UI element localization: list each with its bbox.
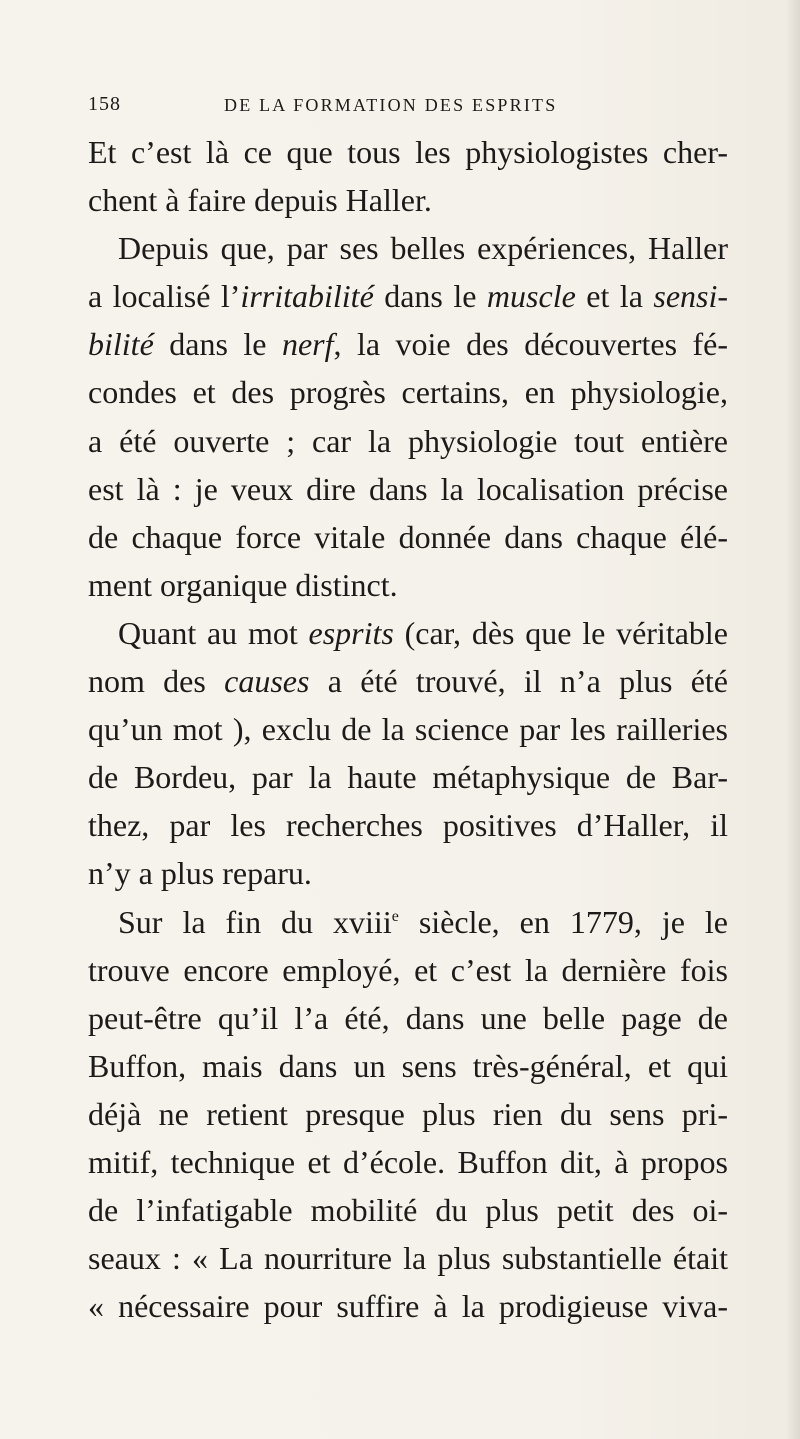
text-line: bilité dans le nerf, la voie des découvertes fé- <box>88 326 729 363</box>
text-line: de Bordeu, par la haute métaphysique de Bar- <box>88 759 728 796</box>
text-line: peut-être qu’il l’a été, dans une belle page de <box>88 999 728 1036</box>
text-line: Et c’est là ce que tous les physiologistes cher- <box>88 134 728 170</box>
text-line: ment organique distinct. <box>88 566 398 603</box>
text-line: de l’infatigable mobilité du plus petit des oi- <box>88 1192 728 1229</box>
text-line: Buffon, mais dans un sens très-général, et qui <box>88 1047 728 1084</box>
text-line: seaux : « La nourriture la plus substantielle était <box>88 1240 728 1277</box>
body-text <box>88 128 728 1330</box>
text-line: a été ouverte ; car la physiologie tout entière <box>88 422 728 459</box>
text-line: Quant au mot esprits (car, dès que le véritable <box>118 614 729 651</box>
italic-term: causes <box>224 663 310 700</box>
text-line: qu’un mot ), exclu de la science par les railleries <box>88 711 728 748</box>
text-line: chent à faire depuis Haller. <box>88 182 432 219</box>
text-line: n’y a plus reparu. <box>88 855 312 892</box>
text-line: « nécessaire pour suffire à la prodigieuse viva- <box>88 1288 728 1325</box>
italic-term: nerf <box>281 326 334 363</box>
text-line: Depuis que, par ses belles expériences, Haller <box>118 230 728 267</box>
running-head: DE LA FORMATION DES ESPRITS <box>224 95 558 115</box>
page-header <box>88 93 728 123</box>
italic-term: bilité <box>88 326 154 363</box>
text-line: nom des causes a été trouvé, il n’a plus été <box>88 663 729 700</box>
page-edge-shadow <box>786 0 800 1439</box>
text-line: est là : je veux dire dans la localisation précise <box>88 470 728 507</box>
text-line: mitif, technique et d’école. Buffon dit, à propos <box>88 1143 728 1180</box>
text-line: a localisé l’irritabilité dans le muscle et la sensi- <box>88 278 729 315</box>
text-line: thez, par les recherches positives d’Haller, il <box>88 807 728 844</box>
page-number: 158 <box>88 93 121 115</box>
italic-term: muscle <box>486 278 576 315</box>
italic-term: irritabilité <box>240 278 374 315</box>
text-line: trouve encore employé, et c’est la dernière fois <box>88 951 728 988</box>
text-line: de chaque force vitale donnée dans chaque élé- <box>88 518 728 555</box>
text-line: Sur la fin du xviii$^e$ siècle, en 1779, je le <box>118 903 729 940</box>
italic-term: esprits <box>308 614 394 651</box>
italic-term: sensi- <box>653 278 729 315</box>
text-line: déjà ne retient presque plus rien du sens pri- <box>88 1095 728 1132</box>
text-line: condes et des progrès certains, en physiologie, <box>88 374 728 411</box>
